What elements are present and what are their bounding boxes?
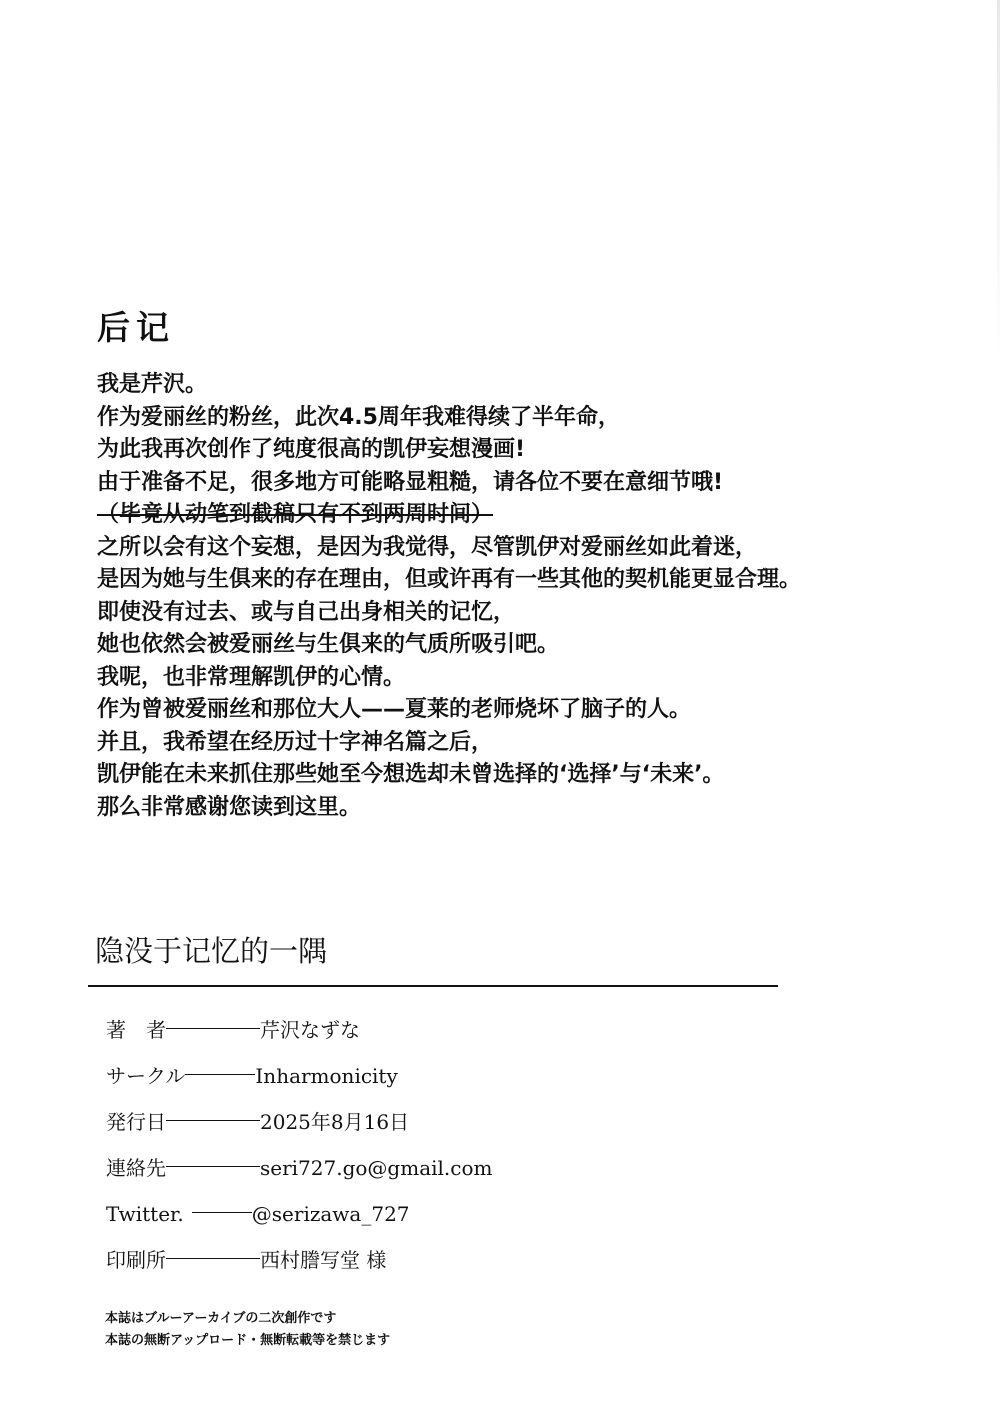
afterword-line: 我呢，也非常理解凯伊的心情。	[97, 664, 406, 690]
afterword-line: 是因为她与生俱来的存在理由，但或许再有一些其他的契机能更显合理。	[97, 567, 802, 592]
credit-row-twitter	[106, 1191, 492, 1237]
afterword-title: 后记	[97, 308, 175, 347]
credit-value: 西村謄写堂 様	[260, 1248, 387, 1272]
colophon-divider	[88, 985, 778, 987]
credit-value: Inharmonicity	[255, 1064, 398, 1088]
leader-line	[166, 1120, 260, 1121]
colophon-credits	[106, 1007, 492, 1283]
afterword-line: 即使没有过去、或与自己出身相关的记忆，	[97, 599, 516, 625]
leader-line	[166, 1258, 260, 1259]
afterword-line: 作为曾被爱丽丝和那位大人——夏莱的老师烧坏了脑子的人。	[97, 697, 692, 722]
credit-value: 芹沢なずな	[260, 1018, 360, 1042]
afterword-line: 并且，我希望在经历过十字神名篇之后，	[97, 729, 494, 755]
credit-label: 印刷所	[106, 1248, 166, 1272]
credit-label: 著 者	[106, 1018, 166, 1042]
legal-note: 本誌の無断アップロード・無断転載等を禁じます	[105, 1333, 391, 1348]
afterword-line: 凯伊能在未来抓住那些她至今想选却未曾选择的‘选择’与‘未来’。	[97, 762, 725, 787]
legal-notes	[105, 1308, 390, 1352]
leader-line	[166, 1028, 260, 1029]
credit-row-date	[106, 1099, 492, 1145]
leader-line	[166, 1166, 260, 1167]
afterword-line: 我是芹沢。	[97, 372, 208, 397]
credit-row-circle	[106, 1053, 492, 1099]
credit-label: 発行日	[106, 1110, 166, 1134]
afterword-line-struck: （毕竟从动笔到截稿只有不到两周时间）	[97, 502, 494, 527]
credit-label: サークル	[106, 1064, 186, 1088]
leader-line	[185, 1074, 255, 1075]
legal-note: 本誌はブルーアーカイブの二次創作です	[105, 1311, 337, 1326]
leader-line	[192, 1212, 252, 1213]
afterword-line: 为此我再次创作了纯度很高的凯伊妄想漫画!	[97, 437, 526, 462]
credit-row-contact	[106, 1145, 492, 1191]
credit-label: 連絡先	[106, 1156, 166, 1180]
afterword-body	[97, 369, 957, 824]
afterword-line: 那么非常感谢您读到这里。	[97, 794, 362, 820]
colophon-title: 隐没于记忆的一隅	[95, 934, 328, 968]
credit-row-printer	[106, 1237, 492, 1283]
credit-row-author	[106, 1007, 492, 1053]
credit-label: Twitter.	[106, 1202, 184, 1226]
afterword-line: 由于准备不足，很多地方可能略显粗糙，请各位不要在意细节哦!	[97, 469, 724, 495]
credit-value: @serizawa_727	[251, 1202, 410, 1226]
credit-value: 2025年8月16日	[260, 1110, 410, 1134]
afterword-line: 她也依然会被爱丽丝与生俱来的气质所吸引吧。	[97, 632, 560, 657]
afterword-line: 作为爱丽丝的粉丝，此次4.5周年我难得续了半年命，	[97, 404, 620, 430]
afterword-line: 之所以会有这个妄想，是因为我觉得，尽管凯伊对爱丽丝如此着迷，	[97, 534, 758, 560]
credit-value: seri727.go@gmail.com	[260, 1156, 493, 1180]
